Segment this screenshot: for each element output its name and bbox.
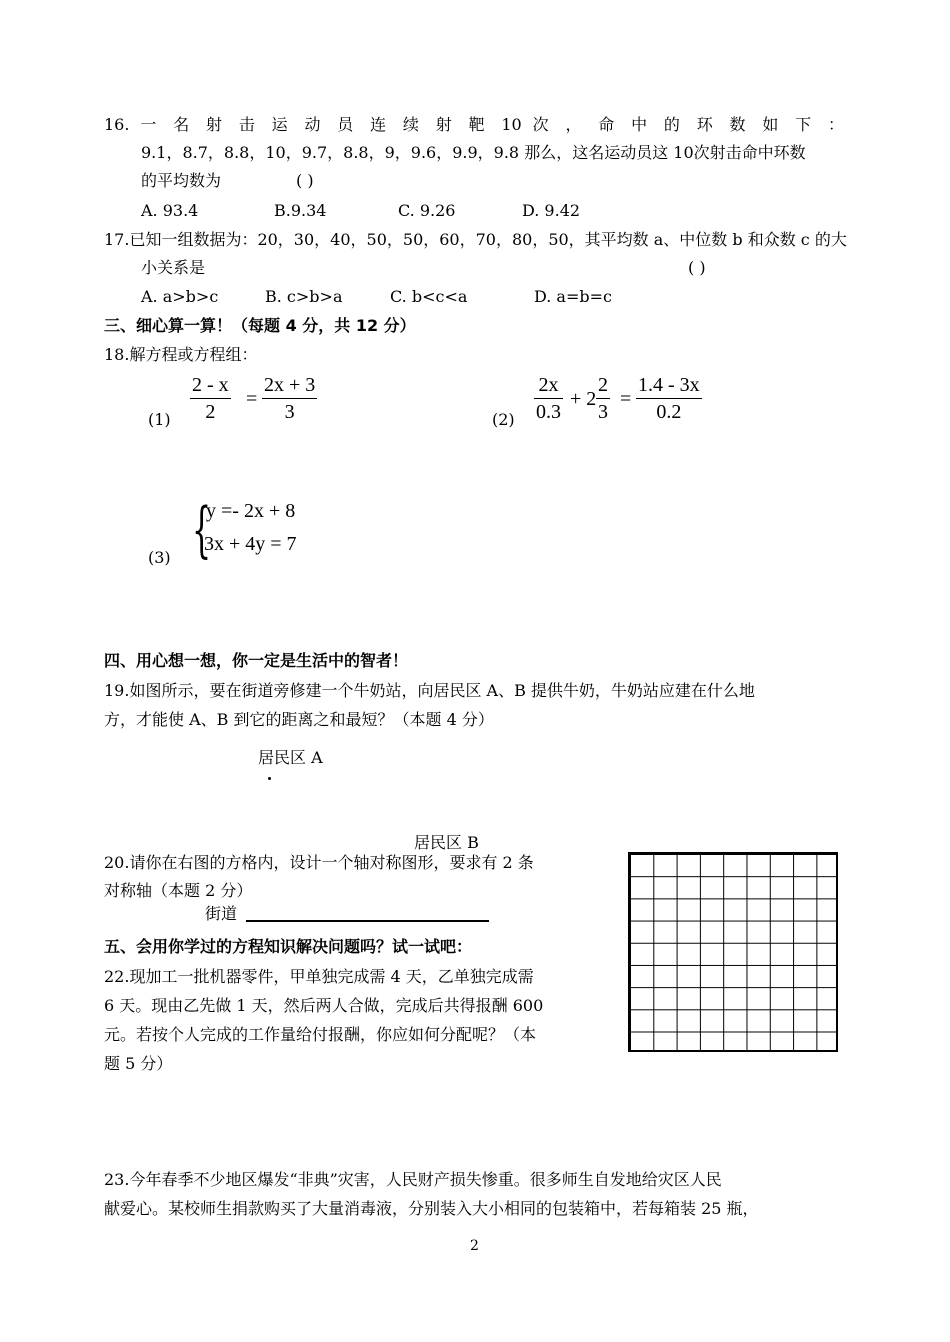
eq2-plus-two: + 2: [570, 388, 597, 410]
q16-answer-paren: ( ): [296, 171, 314, 190]
q16-option-d: D. 9.42: [522, 201, 581, 220]
q18-intro: 18.解方程或方程组：: [104, 345, 258, 364]
section-3-heading: 三、细心算一算！（每题 4 分，共 12 分）: [104, 316, 416, 335]
q16-line1: 16. 一 名 射 击 运 动 员 连 续 射 靶 10 次 ， 命 中 的 环 数 如 下 ：: [104, 115, 844, 134]
q20-line1: 20.请你在右图的方格内，设计一个轴对称图形，要求有 2 条: [104, 853, 534, 872]
eq2-right-denominator: 0.2: [656, 401, 682, 423]
eq1-left-numerator: 2 - x: [192, 374, 229, 396]
q22-line3: 元。若按个人完成的工作量给付报酬，你应如何分配呢？（本: [104, 1025, 537, 1044]
eq1-right-fraction: [262, 372, 317, 425]
system-brace: {: [192, 495, 212, 565]
drawing-grid[interactable]: [628, 852, 838, 1052]
eq2-first-denominator: 0.3: [536, 401, 561, 423]
q18-label-3: (3): [148, 548, 171, 567]
eq2-right-fraction: [636, 372, 702, 425]
eq2-right-numerator: 1.4 - 3x: [638, 374, 700, 396]
q17-option-a: A. a>b>c: [141, 287, 219, 306]
q23-line2: 献爱心。某校师生捐款购买了大量消毒液，分别装入大小相同的包装箱中，若每箱装 25 瓶，: [104, 1199, 759, 1218]
section-4-heading: 四、用心想一想，你一定是生活中的智者！: [104, 651, 409, 670]
point-a-marker: [268, 777, 271, 780]
eq2-first-numerator: 2x: [538, 374, 559, 396]
q16-option-c: C. 9.26: [398, 201, 456, 220]
eq1-equals: =: [246, 388, 258, 410]
eq2-equals: =: [620, 388, 632, 410]
system-equation-1: y =- 2x + 8: [206, 500, 296, 522]
eq2-mixed-denominator: 3: [598, 401, 608, 423]
q22-line4: 题 5 分）: [104, 1054, 173, 1073]
q22-line1: 22.现加工一批机器零件，甲单独完成需 4 天，乙单独完成需: [104, 967, 534, 986]
eq1-right-numerator: 2x + 3: [264, 374, 316, 396]
residential-area-b-label: 居民区 B: [414, 833, 479, 852]
q16-option-a: A. 93.4: [141, 201, 199, 220]
q17-answer-paren: ( ): [688, 258, 706, 277]
eq1-right-denominator: 3: [284, 401, 295, 423]
q17-line1: 17.已知一组数据为：20，30，40，50，50，60，70，80，50，其平均数 a、中位数 b 和众数 c 的大: [104, 230, 847, 249]
page-number: 2: [470, 1238, 479, 1254]
q22-line2: 6 天。现由乙先做 1 天，然后两人合做，完成后共得报酬 600: [104, 996, 544, 1015]
eq2-first-fraction: [534, 372, 563, 425]
q19-line1: 19.如图所示，要在街道旁修建一个牛奶站，向居民区 A、B 提供牛奶，牛奶站应建在什么地: [104, 681, 755, 700]
residential-area-a-label: 居民区 A: [258, 748, 323, 767]
eq2-mixed-numerator: 2: [598, 374, 608, 396]
q17-line2: 小关系是: [141, 258, 206, 277]
q20-line2: 对称轴（本题 2 分）: [104, 881, 253, 900]
q16-line3: 的平均数为: [141, 171, 222, 190]
q17-option-c: C. b<c<a: [390, 287, 468, 306]
q17-option-b: B. c>b>a: [265, 287, 343, 306]
street-line: [246, 920, 489, 922]
q16-line2: 9.1，8.7，8.8，10，9.7，8.8，9，9.6，9.9，9.8 那么，这名运动员这 10次射击命中环数: [141, 143, 806, 162]
eq1-left-fraction: [190, 372, 231, 425]
q18-label-1: (1): [148, 410, 171, 429]
eq1-left-denominator: 2: [205, 401, 216, 423]
eq2-mixed-fraction: [596, 372, 610, 425]
system-equation-2: 3x + 4y = 7: [204, 533, 297, 555]
street-label: 街道: [205, 904, 238, 923]
q23-line1: 23.今年春季不少地区爆发“非典”灾害，人民财产损失惨重。很多师生自发地给灾区人民: [104, 1170, 722, 1189]
q19-line2: 方，才能使 A、B 到它的距离之和最短？（本题 4 分）: [104, 710, 494, 729]
q18-label-2: (2): [492, 410, 515, 429]
q17-option-d: D. a=b=c: [534, 287, 612, 306]
q16-option-b: B.9.34: [274, 201, 327, 220]
section-5-heading: 五、会用你学过的方程知识解决问题吗？试一试吧：: [104, 937, 473, 956]
